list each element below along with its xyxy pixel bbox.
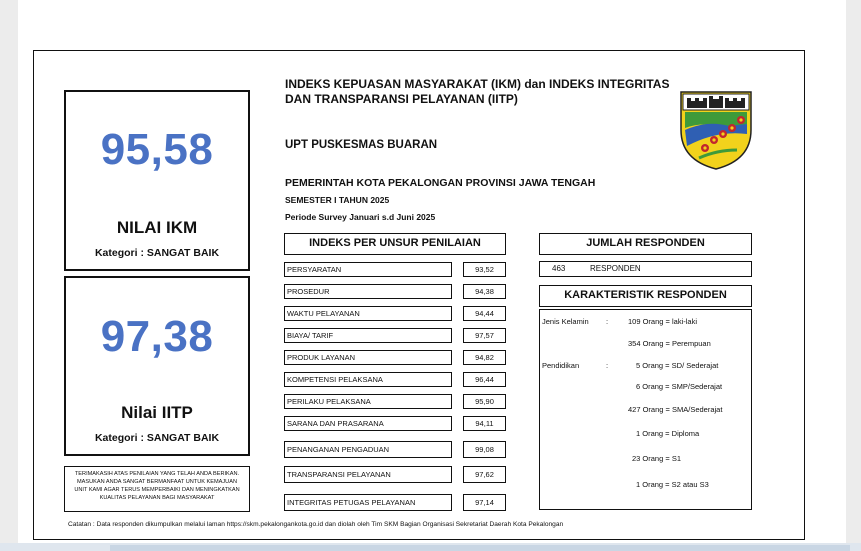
unsur-row-value: 96,44: [463, 372, 506, 387]
unsur-row-value: 97,62: [463, 466, 506, 483]
unsur-row-label: KOMPETENSI PELAKSANA: [284, 372, 452, 387]
report-title-line1: INDEKS KEPUASAN MASYARAKAT (IKM) dan INDEKS INTEGRITAS: [285, 77, 670, 91]
unsur-row-value: 93,52: [463, 262, 506, 277]
unsur-row-label: TRANSPARANSI PELAYANAN: [284, 466, 452, 483]
karakteristik-item: 23 Orang = S1: [632, 454, 681, 463]
survey-period: Periode Survey Januari s.d Juni 2025: [285, 212, 436, 222]
ikm-score-card: [64, 90, 250, 271]
karakteristik-item: 1 Orang = Diploma: [636, 429, 700, 438]
unsur-row-value: 94,44: [463, 306, 506, 321]
iitp-category: Kategori : SANGAT BAIK: [94, 432, 220, 444]
thank-you-note: [64, 466, 250, 512]
karakteristik-item: 6 Orang = SMP/Sederajat: [636, 382, 723, 391]
karakteristik-panel: [539, 309, 752, 510]
unsur-row-value: 95,90: [463, 394, 506, 409]
unsur-row-label: WAKTU PELAYANAN: [284, 306, 452, 321]
education-label: Pendidikan: [542, 361, 580, 370]
unsur-row-value: 94,11: [463, 416, 506, 431]
responden-count-label: RESPONDEN: [590, 264, 641, 273]
karakteristik-heading: KARAKTERISTIK RESPONDEN: [539, 285, 752, 307]
ikm-label: NILAI IKM: [116, 218, 198, 237]
unsur-row-value: 94,38: [463, 284, 506, 299]
pekalongan-city-crest-icon: [677, 90, 755, 170]
unsur-row-label: SARANA DAN PRASARANA: [284, 416, 452, 431]
karakteristik-item: 5 Orang = SD/ Sederajat: [636, 361, 719, 370]
responden-count-box: [539, 261, 752, 277]
responden-heading: JUMLAH RESPONDEN: [539, 233, 752, 255]
unsur-row-label: PRODUK LAYANAN: [284, 350, 452, 365]
ikm-value: 95,58: [100, 125, 214, 174]
unsur-row-value: 97,57: [463, 328, 506, 343]
unsur-row-value: 97,14: [463, 494, 506, 511]
unit-name: UPT PUSKESMAS BUARAN: [285, 139, 438, 151]
karakteristik-item: 427 Orang = SMA/Sederajat: [628, 405, 723, 414]
iitp-label: Nilai IITP: [121, 403, 193, 422]
unsur-row-label: PERILAKU PELAKSANA: [284, 394, 452, 409]
karakteristik-item: 109 Orang = laki-laki: [628, 317, 697, 326]
thanks-line1: TERIMAKASIH ATAS PENILAIAN YANG TELAH ANDA BERIKAN.: [74, 471, 240, 477]
ikm-category: Kategori : SANGAT BAIK: [94, 247, 220, 259]
gender-colon: :: [606, 317, 609, 326]
unsur-heading: INDEKS PER UNSUR PENILAIAN: [284, 233, 506, 255]
karakteristik-item: 354 Orang = Perempuan: [628, 339, 711, 348]
karakteristik-item: 1 Orang = S2 atau S3: [636, 480, 709, 489]
iitp-score-card: [64, 276, 250, 456]
iitp-value: 97,38: [100, 312, 214, 361]
responden-count: 463: [552, 264, 566, 273]
education-colon: :: [606, 361, 609, 370]
government-name: PEMERINTAH KOTA PEKALONGAN PROVINSI JAWA TENGAH: [285, 177, 596, 189]
footnote: Catatan : Data responden dikumpulkan melalui laman https://skm.pekalongankota.go.id dan diolah oleh Tim SKM Bagian Organisasi Sekretariat Daerah Kota Pekalongan: [68, 521, 564, 528]
unsur-row-value: 99,08: [463, 441, 506, 458]
thanks-line3: UNIT KAMI AGAR TERUS MEMPERBAIKI DAN MENINGKATKAN: [74, 487, 240, 493]
thanks-line4: KUALITAS PELAYANAN BAGI MASYARAKAT: [99, 495, 215, 501]
unsur-row-label: PROSEDUR: [284, 284, 452, 299]
unsur-row-value: 94,82: [463, 350, 506, 365]
unsur-row-label: PERSYARATAN: [284, 262, 452, 277]
report-title-line2: DAN TRANSPARANSI PELAYANAN (IITP): [285, 92, 518, 106]
gender-label: Jenis Kelamin: [542, 317, 589, 326]
thanks-line2: MASUKAN ANDA SANGAT BERMANFAAT UNTUK KEMAJUAN: [77, 479, 237, 485]
unsur-row-label: BIAYA/ TARIF: [284, 328, 452, 343]
unsur-row-label: PENANGANAN PENGADUAN: [284, 441, 452, 458]
semester: SEMESTER I TAHUN 2025: [285, 195, 390, 205]
unsur-row-label: INTEGRITAS PETUGAS PELAYANAN: [284, 494, 452, 511]
horizontal-scrollbar[interactable]: [110, 545, 850, 551]
